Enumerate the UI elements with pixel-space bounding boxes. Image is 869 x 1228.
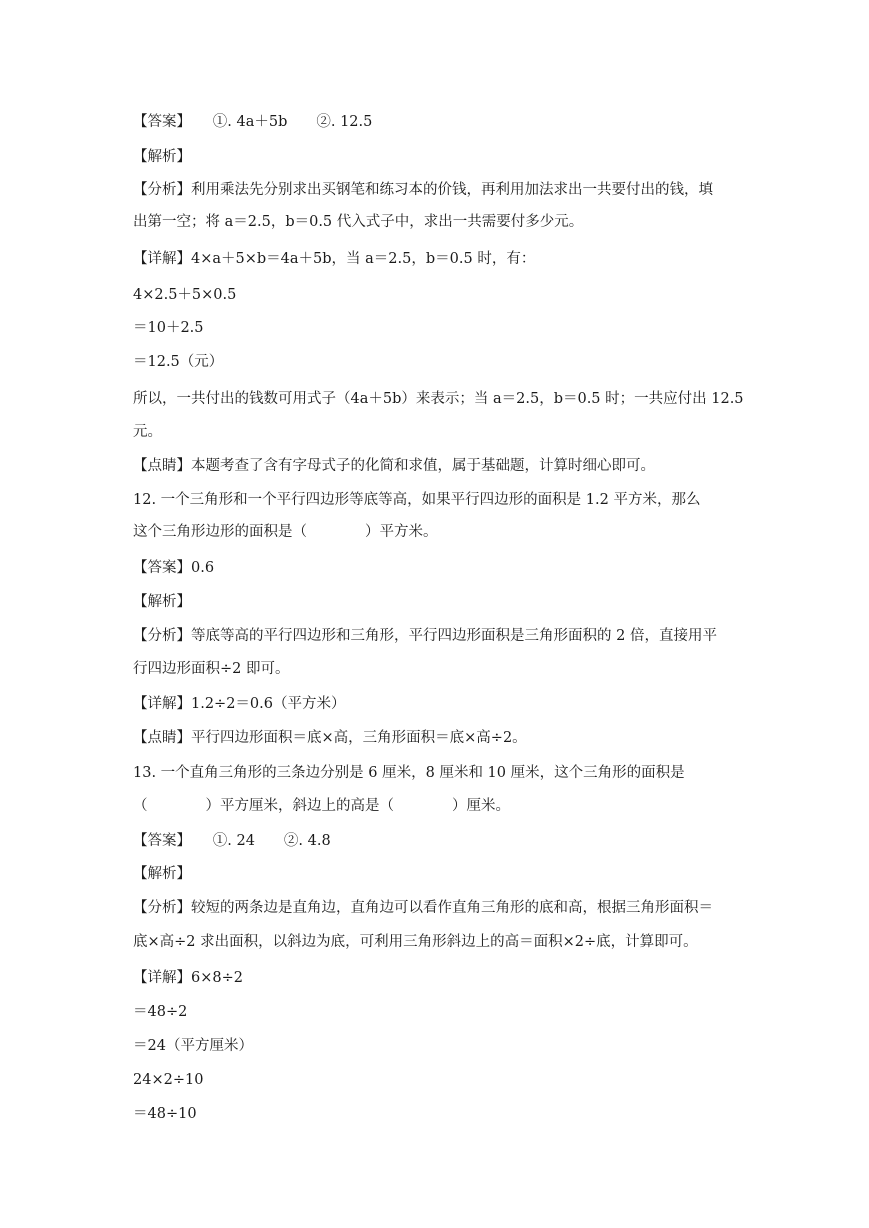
text-line: 【答案】 ①. 24 ②. 4.8 [133,833,331,849]
text-line: 元。 [133,424,162,440]
text-line: 【解析】 [133,594,191,610]
text-line: 底×高÷2 求出面积，以斜边为底，可利用三角形斜边上的高＝面积×2÷底，计算即可。 [133,934,698,950]
text-line: ＝12.5（元） [133,354,224,370]
text-line: 12. 一个三角形和一个平行四边形等底等高，如果平行四边形的面积是 1.2 平方米，那么 [133,492,701,508]
text-line: 【解析】 [133,149,191,165]
text-line: 【详解】1.2÷2＝0.6（平方米） [133,696,346,712]
text-line: 【答案】0.6 [133,560,215,576]
text-line: 【点睛】平行四边形面积＝底×高，三角形面积＝底×高÷2。 [133,730,527,746]
text-line: 所以，一共付出的钱数可用式子（4a＋5b）来表示；当 a＝2.5，b＝0.5 时；一共应付出 12.5 [133,391,744,407]
text-line: 【点睛】本题考查了含有字母式子的化简和求值，属于基础题，计算时细心即可。 [133,458,655,474]
text-line: ＝24（平方厘米） [133,1038,253,1054]
text-line: 【分析】等底等高的平行四边形和三角形，平行四边形面积是三角形面积的 2 倍，直接用平 [133,628,717,644]
text-line: 出第一空；将 a＝2.5，b＝0.5 代入式子中，求出一共需要付多少元。 [133,214,584,230]
text-line: 24×2÷10 [133,1072,204,1088]
text-line: ＝10＋2.5 [133,320,204,336]
text-line: 13. 一个直角三角形的三条边分别是 6 厘米，8 厘米和 10 厘米，这个三角形的面积是 [133,765,685,781]
text-line: 【解析】 [133,866,191,882]
text-line: 【详解】6×8÷2 [133,970,243,986]
text-line: 【分析】利用乘法先分别求出买钢笔和练习本的价钱，再利用加法求出一共要付出的钱，填 [133,182,713,198]
text-line: ＝48÷2 [133,1004,188,1020]
text-line: 【详解】4×a＋5×b＝4a＋5b，当 a＝2.5，b＝0.5 时，有： [133,251,536,267]
text-line: （ ）平方厘米，斜边上的高是（ ）厘米。 [133,798,510,814]
text-line: 这个三角形边形的面积是（ ）平方米。 [133,524,438,540]
text-line: 4×2.5＋5×0.5 [133,287,237,303]
text-line: 行四边形面积÷2 即可。 [133,661,290,677]
text-line: 【分析】较短的两条边是直角边，直角边可以看作直角三角形的底和高，根据三角形面积＝ [133,900,713,916]
text-line: ＝48÷10 [133,1106,197,1122]
text-line: 【答案】 ①. 4a＋5b ②. 12.5 [133,114,373,130]
